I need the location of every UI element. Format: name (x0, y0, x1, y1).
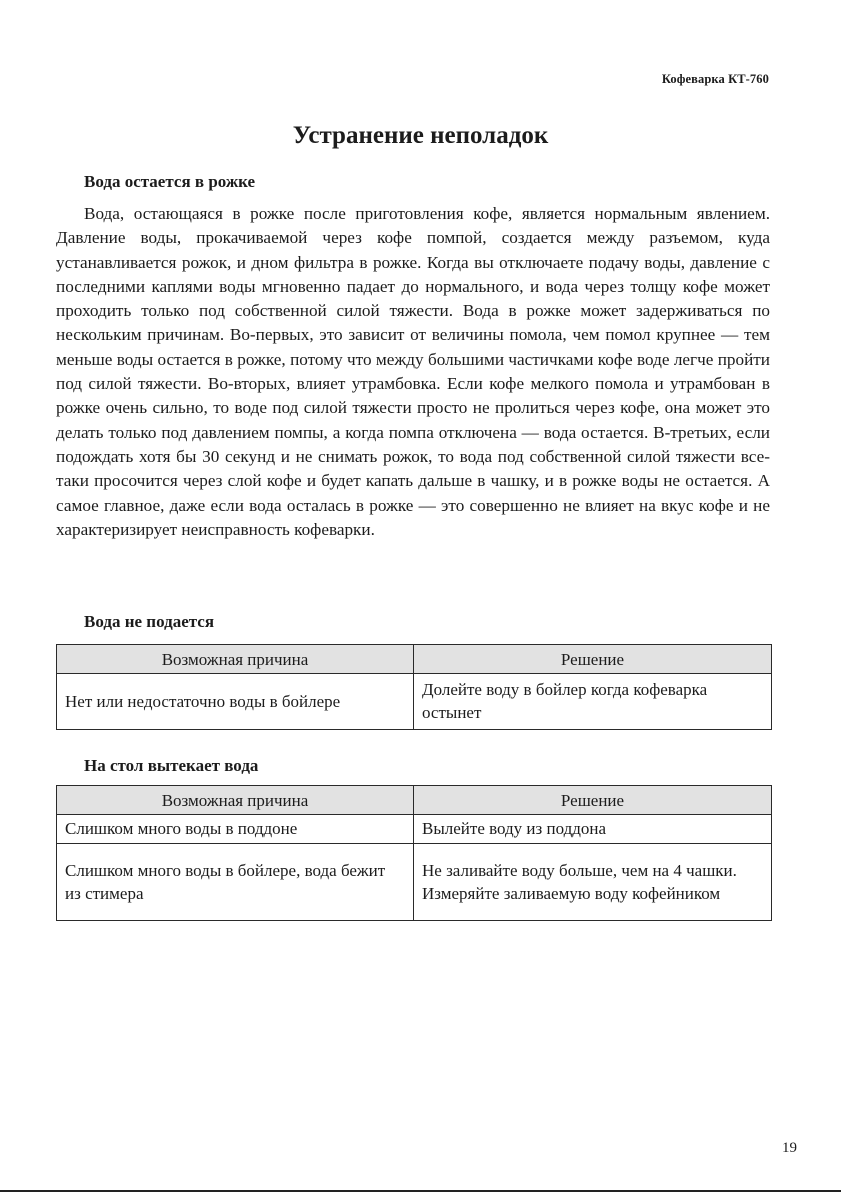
bottom-rule (0, 1190, 841, 1192)
solution-cell: Долейте воду в бойлер когда кофеварка остынет (414, 674, 772, 730)
cause-cell: Слишком много воды в бойлере, вода бежит из стимера (57, 844, 414, 921)
table-header-row (57, 645, 772, 674)
table-row (57, 674, 772, 730)
page-title: Устранение неполадок (292, 122, 549, 149)
column-header-solution: Решение (414, 786, 772, 815)
table-row (57, 844, 772, 921)
section-heading-no-water: Вода не подается (84, 612, 215, 631)
troubleshooting-table-leak (56, 785, 772, 921)
section-heading-leak: На стол вытекает вода (84, 756, 259, 775)
table-header-row (57, 786, 772, 815)
table-row (57, 815, 772, 844)
column-header-cause: Возможная причина (57, 786, 414, 815)
running-header: Кофеварка КТ-760 (661, 72, 769, 86)
page-number: 19 (782, 1140, 797, 1156)
troubleshooting-table-no-water (56, 644, 772, 730)
column-header-solution: Решение (414, 645, 772, 674)
section-heading-water-remains: Вода остается в рожке (84, 172, 256, 191)
column-header-cause: Возможная причина (57, 645, 414, 674)
cause-cell: Нет или недостаточно воды в бойлере (57, 674, 414, 730)
cause-cell: Слишком много воды в поддоне (57, 815, 414, 844)
solution-cell: Вылейте воду из поддона (414, 815, 772, 844)
solution-cell: Не заливайте воду больше, чем на 4 чашки. Измеряйте заливаемую воду кофейником (414, 844, 772, 921)
body-paragraph: Вода, остающаяся в рожке после приготовления кофе, является нормальным явлением. Давление воды, прокачиваемой через кофе помпой, создается между разъемом, куда устанавливается рожок, и дном фильтра в рожке. Когда вы отключаете подачу воды, давление с последними каплями воды мгновенно падает до нормального, и вода через толщу кофе может проходить только под собственной силой тяжести. Вода в рожке может задерживаться по нескольким причинам. Во-первых, это зависит от величины помола, чем помол крупнее — тем меньше воды остается в рожке, потому что между большими частичками кофе воде легче пройти под силой тяжести. Во-вторых, влияет утрамбовка. Если кофе мелкого помола и утрамбован в рожке очень сильно, то воде под силой тяжести просто не пролиться через кофе, она может это делать только под давлением помпы, а когда помпа отключена — вода остается. В-третьих, если подождать хотя бы 30 секунд и не снимать рожок, то вода под собственной силой тяжести все-таки просочится через слой кофе и будет капать дальше в чашку, и в рожке воды не остается. А самое главное, даже если вода осталась в рожке — это совершенно не влияет на вкус кофе и не характеризирует неисправность кофеварки. (56, 204, 770, 539)
